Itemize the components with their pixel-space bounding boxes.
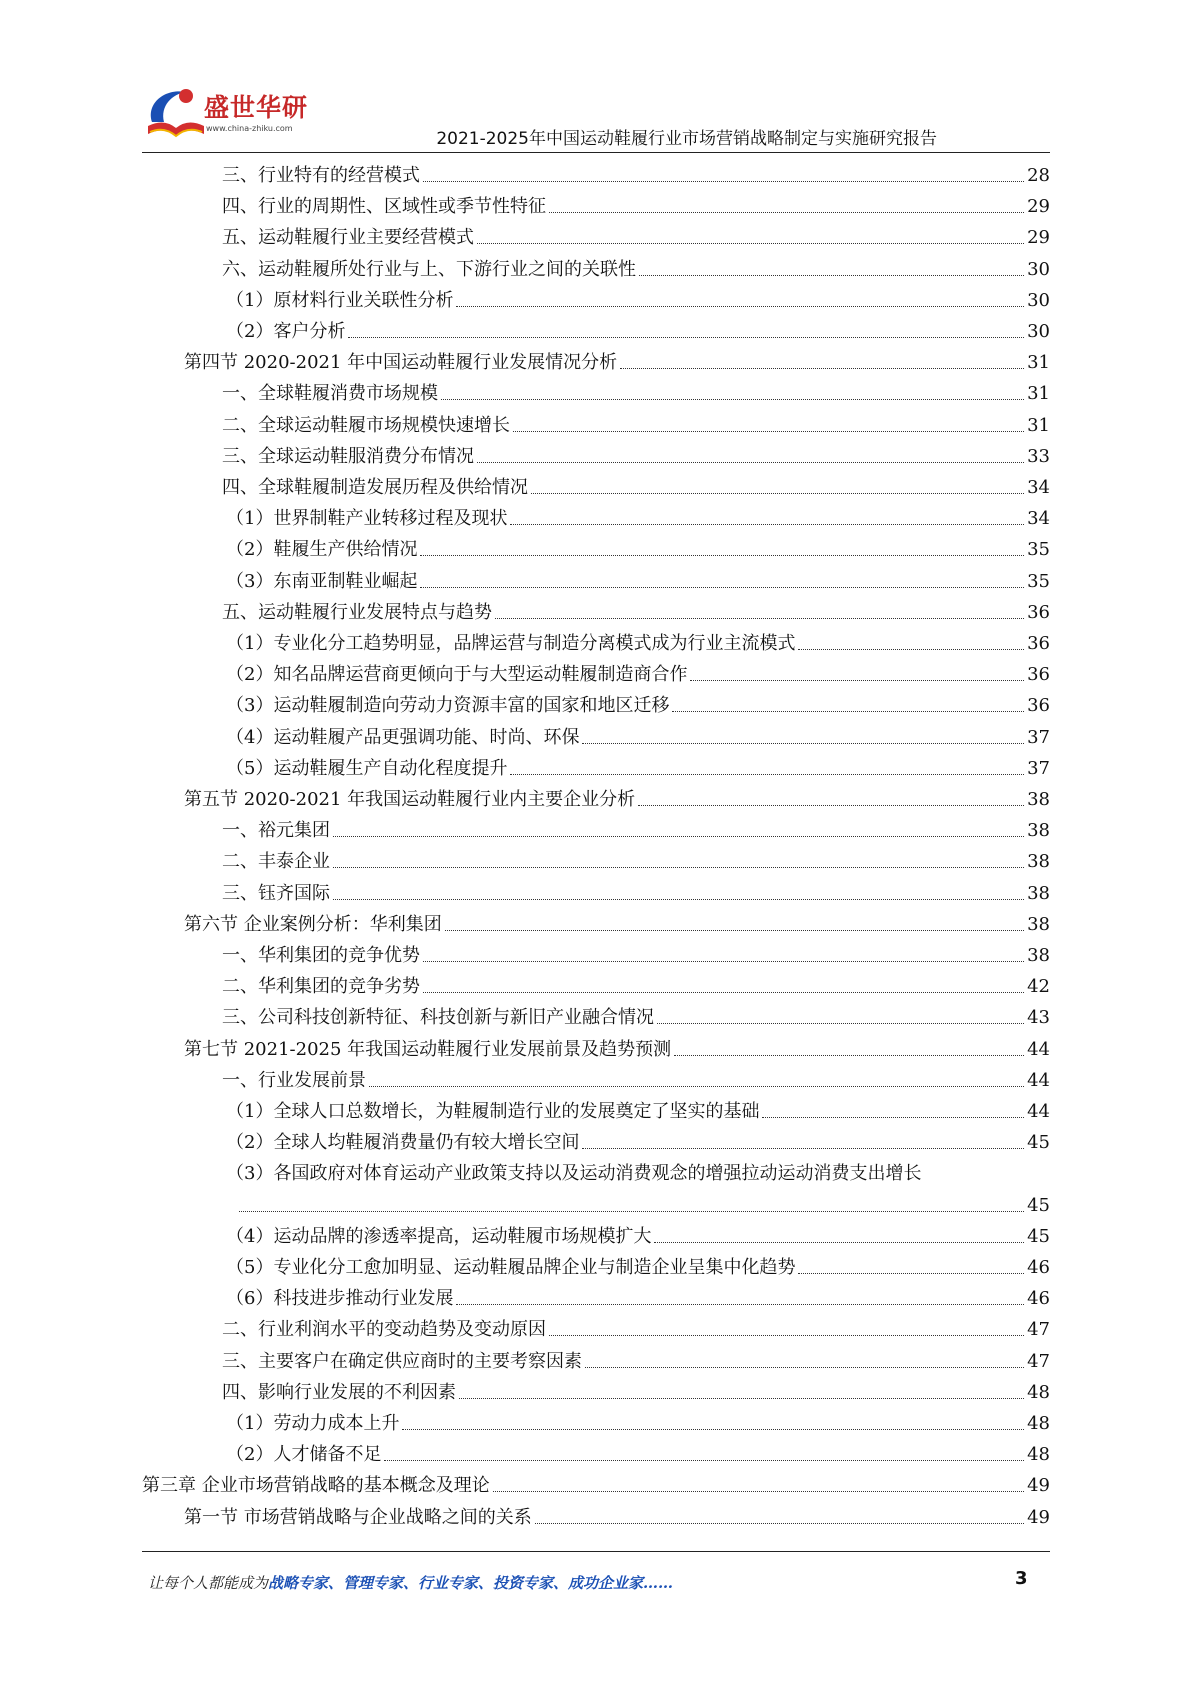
toc-entry-page: 38: [1027, 820, 1050, 841]
toc-leader-dots: [369, 1085, 1024, 1087]
toc-leader-dots: [441, 398, 1024, 400]
toc-entry[interactable]: [222, 1065, 1050, 1096]
toc-entry-title: （2）全球人均鞋履消费量仍有较大增长空间: [226, 1132, 580, 1153]
toc-entry[interactable]: [184, 1034, 1050, 1065]
toc-entry[interactable]: [226, 316, 1050, 347]
toc-entry-title: （5）专业化分工愈加明显、运动鞋履品牌企业与制造企业呈集中化趋势: [226, 1257, 796, 1278]
toc-entry[interactable]: [226, 503, 1050, 534]
toc-leader-dots: [582, 742, 1024, 744]
toc-entry[interactable]: [222, 254, 1050, 285]
toc-entry[interactable]: [222, 441, 1050, 472]
toc-entry-page: 36: [1027, 695, 1050, 716]
footer-divider: [142, 1551, 1050, 1552]
toc-entry-page: 35: [1027, 571, 1050, 592]
toc-entry-page: 36: [1027, 633, 1050, 654]
toc-entry-title: 第三章 企业市场营销战略的基本概念及理论: [142, 1475, 490, 1496]
toc-entry-title: 三、主要客户在确定供应商时的主要考察因素: [222, 1351, 582, 1372]
toc-entry-title: 第四节 2020-2021 年中国运动鞋履行业发展情况分析: [184, 352, 618, 373]
toc-entry-page: 33: [1027, 446, 1050, 467]
toc-entry[interactable]: [226, 1221, 1050, 1252]
toc-entry-page: 28: [1027, 165, 1050, 186]
toc-entry-title: 六、运动鞋履所处行业与上、下游行业之间的关联性: [222, 259, 636, 280]
toc-entry-title: 四、行业的周期性、区域性或季节性特征: [222, 196, 546, 217]
toc-entry-page: 46: [1027, 1288, 1050, 1309]
toc-entry[interactable]: [226, 1252, 1050, 1283]
toc-entry[interactable]: [222, 878, 1050, 909]
toc-leader-dots: [445, 929, 1024, 931]
toc-entry-title: （2）知名品牌运营商更倾向于与大型运动鞋履制造商合作: [226, 664, 688, 685]
toc-entry-page: 36: [1027, 602, 1050, 623]
toc-leader-dots: [423, 180, 1024, 182]
toc-entry-page: 35: [1027, 539, 1050, 560]
toc-entry[interactable]: [222, 1377, 1050, 1408]
toc-leader-dots: [798, 1272, 1024, 1274]
toc-leader-dots: [420, 586, 1024, 588]
toc-entry-page: 38: [1027, 851, 1050, 872]
toc-entry-title: 一、华利集团的竞争优势: [222, 945, 420, 966]
toc-entry-page: 45: [1027, 1132, 1050, 1153]
toc-entry-title: 第五节 2020-2021 年我国运动鞋履行业内主要企业分析: [184, 789, 636, 810]
toc-entry[interactable]: [142, 1470, 1050, 1501]
toc-entry[interactable]: [226, 566, 1050, 597]
toc-leader-dots: [333, 835, 1024, 837]
toc-entry[interactable]: [222, 222, 1050, 253]
toc-entry-page: 29: [1027, 227, 1050, 248]
toc-entry-page: 29: [1027, 196, 1050, 217]
toc-leader-dots: [495, 617, 1024, 619]
toc-entry[interactable]: [222, 410, 1050, 441]
toc-entry-page: 37: [1027, 758, 1050, 779]
toc-entry-title: （3）运动鞋履制造向劳动力资源丰富的国家和地区迁移: [226, 695, 670, 716]
toc-entry[interactable]: [222, 378, 1050, 409]
toc-entry-page: 38: [1027, 789, 1050, 810]
toc-entry[interactable]: [222, 815, 1050, 846]
toc-leader-dots: [672, 710, 1024, 712]
toc-entry[interactable]: [222, 191, 1050, 222]
toc-entry-page: 38: [1027, 914, 1050, 935]
toc-entry-page: 44: [1027, 1101, 1050, 1122]
toc-leader-dots: [620, 367, 1024, 369]
toc-leader-dots: [477, 461, 1024, 463]
toc-entry-page: 45: [1027, 1195, 1050, 1216]
toc-entry-title: 二、丰泰企业: [222, 851, 330, 872]
toc-entry-title: 第七节 2021-2025 年我国运动鞋履行业发展前景及趋势预测: [184, 1039, 672, 1060]
toc-entry-title: 二、华利集团的竞争劣势: [222, 976, 420, 997]
toc-entry-title: 三、公司科技创新特征、科技创新与新旧产业融合情况: [222, 1007, 654, 1028]
toc-entry-page: 38: [1027, 945, 1050, 966]
toc-leader-dots: [423, 991, 1024, 993]
toc-leader-dots: [585, 1366, 1024, 1368]
toc-entry[interactable]: [184, 784, 1050, 815]
toc-leader-dots: [510, 523, 1024, 525]
toc-leader-dots: [402, 1428, 1024, 1430]
toc-entry-title: （1）世界制鞋产业转移过程及现状: [226, 508, 508, 529]
toc-entry-title: 第一节 市场营销战略与企业战略之间的关系: [184, 1507, 532, 1528]
document-title: 2021-2025年中国运动鞋履行业市场营销战略制定与实施研究报告: [436, 129, 937, 149]
toc-entry[interactable]: [226, 628, 1050, 659]
toc-entry-title: 二、行业利润水平的变动趋势及变动原因: [222, 1319, 546, 1340]
toc-entry-page: 44: [1027, 1070, 1050, 1091]
toc-entry[interactable]: [226, 659, 1050, 690]
toc-entry-title: 五、运动鞋履行业发展特点与趋势: [222, 602, 492, 623]
toc-leader-dots: [348, 336, 1024, 338]
toc-leader-dots: [762, 1116, 1024, 1118]
toc-entry-title: 二、全球运动鞋履市场规模快速增长: [222, 415, 510, 436]
toc-entry-title: 三、行业特有的经营模式: [222, 165, 420, 186]
toc-entry-title: 五、运动鞋履行业主要经营模式: [222, 227, 474, 248]
toc-entry[interactable]: [226, 534, 1050, 565]
footer-slogan-highlight: 战略专家、管理专家、行业专家、投资专家、成功企业家……: [268, 1574, 674, 1592]
toc-entry[interactable]: [222, 472, 1050, 503]
toc-entry[interactable]: [226, 1158, 1050, 1189]
toc-entry-title: （3）各国政府对体育运动产业政策支持以及运动消费观念的增强拉动运动消费支出增长: [226, 1163, 922, 1184]
toc-entry-title: （6）科技进步推动行业发展: [226, 1288, 454, 1309]
toc-entry-title: （1）专业化分工趋势明显，品牌运营与制造分离模式成为行业主流模式: [226, 633, 796, 654]
toc-entry-title: （4）运动鞋履产品更强调功能、时尚、环保: [226, 727, 580, 748]
toc-leader-dots: [639, 274, 1024, 276]
toc-leader-dots: [459, 1397, 1024, 1399]
company-logo: [142, 82, 332, 146]
toc-entry-title: 一、行业发展前景: [222, 1070, 366, 1091]
toc-leader-dots: [535, 1522, 1024, 1524]
toc-entry-page: 44: [1027, 1039, 1050, 1060]
toc-entry[interactable]: [222, 1314, 1050, 1345]
toc-entry-title: （5）运动鞋履生产自动化程度提升: [226, 758, 508, 779]
toc-entry-title: 一、全球鞋履消费市场规模: [222, 383, 438, 404]
toc-entry-page: 49: [1027, 1507, 1050, 1528]
toc-entry-page: 47: [1027, 1319, 1050, 1340]
toc-entry[interactable]: [222, 940, 1050, 971]
toc-leader-dots: [654, 1241, 1024, 1243]
logo-text: 盛世华研: [204, 93, 309, 122]
toc-entry-title: （1）原材料行业关联性分析: [226, 290, 454, 311]
toc-entry-title: （3）东南亚制鞋业崛起: [226, 571, 418, 592]
toc-entry[interactable]: [226, 753, 1050, 784]
toc-entry-page: 45: [1027, 1226, 1050, 1247]
logo-url: www.china-zhiku.com: [206, 124, 293, 133]
toc-entry[interactable]: [226, 1283, 1050, 1314]
toc-leader-dots: [333, 866, 1024, 868]
toc-entry-page: 43: [1027, 1007, 1050, 1028]
toc-entry-page: 47: [1027, 1351, 1050, 1372]
toc-entry-title: （2）人才储备不足: [226, 1444, 382, 1465]
toc-entry[interactable]: [226, 690, 1050, 721]
toc-entry[interactable]: [222, 160, 1050, 191]
toc-entry[interactable]: [184, 1502, 1050, 1533]
toc-leader-dots: [477, 242, 1024, 244]
toc-entry[interactable]: [222, 1002, 1050, 1033]
toc-entry-title: 一、裕元集团: [222, 820, 330, 841]
toc-entry-title: 三、全球运动鞋服消费分布情况: [222, 446, 474, 467]
toc-leader-dots: [493, 1490, 1024, 1492]
toc-leader-dots: [456, 305, 1024, 307]
toc-entry[interactable]: [222, 597, 1050, 628]
toc-entry[interactable]: [222, 1346, 1050, 1377]
toc-entry[interactable]: [184, 347, 1050, 378]
toc-entry-title: 三、钰齐国际: [222, 883, 330, 904]
page-number: 3: [1015, 1568, 1028, 1589]
toc-leader-dots: [420, 554, 1024, 556]
toc-entry-page: 31: [1027, 352, 1050, 373]
toc-entry-page: 30: [1027, 290, 1050, 311]
toc-entry-page: 48: [1027, 1413, 1050, 1434]
toc-entry-title: （1）全球人口总数增长，为鞋履制造行业的发展奠定了坚实的基础: [226, 1101, 760, 1122]
toc-entry-title: （2）鞋履生产供给情况: [226, 539, 418, 560]
toc-leader-dots: [582, 1147, 1024, 1149]
toc-entry-page: 34: [1027, 477, 1050, 498]
toc-leader-dots: [384, 1459, 1024, 1461]
toc-entry-page: 30: [1027, 321, 1050, 342]
toc-leader-dots: [510, 773, 1024, 775]
toc-entry[interactable]: [222, 846, 1050, 877]
toc-entry-page: 31: [1027, 415, 1050, 436]
toc-leader-dots: [690, 679, 1024, 681]
toc-entry-page: 30: [1027, 259, 1050, 280]
toc-entry-page: 49: [1027, 1475, 1050, 1496]
toc-entry[interactable]: [222, 971, 1050, 1002]
toc-entry-page: 46: [1027, 1257, 1050, 1278]
toc-entry-title: （2）客户分析: [226, 321, 346, 342]
toc-entry[interactable]: [226, 1127, 1050, 1158]
toc-entry[interactable]: [226, 1439, 1050, 1470]
toc-entry-page: 48: [1027, 1444, 1050, 1465]
toc-entry[interactable]: [226, 722, 1050, 753]
toc-entry-page: 36: [1027, 664, 1050, 685]
toc-entry-page: 42: [1027, 976, 1050, 997]
footer-slogan-prefix: 让每个人都能成为: [148, 1574, 269, 1592]
toc-entry-title: （4）运动品牌的渗透率提高，运动鞋履市场规模扩大: [226, 1226, 652, 1247]
toc-leader-dots: [333, 898, 1024, 900]
toc-leader-dots: [513, 430, 1024, 432]
logo-emblem-icon: [142, 82, 212, 146]
toc-leader-dots: [531, 492, 1024, 494]
toc-entry-page: 34: [1027, 508, 1050, 529]
toc-entry[interactable]: [226, 285, 1050, 316]
toc-entry[interactable]: [236, 1190, 1050, 1221]
toc-entry-page: 48: [1027, 1382, 1050, 1403]
toc-leader-dots: [456, 1303, 1024, 1305]
toc-entry-page: 31: [1027, 383, 1050, 404]
toc-leader-dots: [798, 648, 1024, 650]
toc-entry-title: 四、影响行业发展的不利因素: [222, 1382, 456, 1403]
toc-leader-dots: [638, 804, 1024, 806]
toc-leader-dots: [657, 1022, 1024, 1024]
toc-entry-title: （1）劳动力成本上升: [226, 1413, 400, 1434]
toc-entry-page: 38: [1027, 883, 1050, 904]
footer-slogan: [148, 1572, 673, 1593]
toc-leader-dots: [423, 960, 1024, 962]
toc-leader-dots: [239, 1210, 1024, 1212]
toc-entry[interactable]: [184, 909, 1050, 940]
toc-entry[interactable]: [226, 1096, 1050, 1127]
toc-entry[interactable]: [226, 1408, 1050, 1439]
header-divider: [142, 152, 1050, 153]
toc-leader-dots: [549, 1334, 1024, 1336]
toc-entry-title: 第六节 企业案例分析：华利集团: [184, 914, 442, 935]
toc-entry-title: 四、全球鞋履制造发展历程及供给情况: [222, 477, 528, 498]
toc-leader-dots: [674, 1054, 1024, 1056]
toc-entry-page: 37: [1027, 727, 1050, 748]
toc-leader-dots: [549, 211, 1024, 213]
